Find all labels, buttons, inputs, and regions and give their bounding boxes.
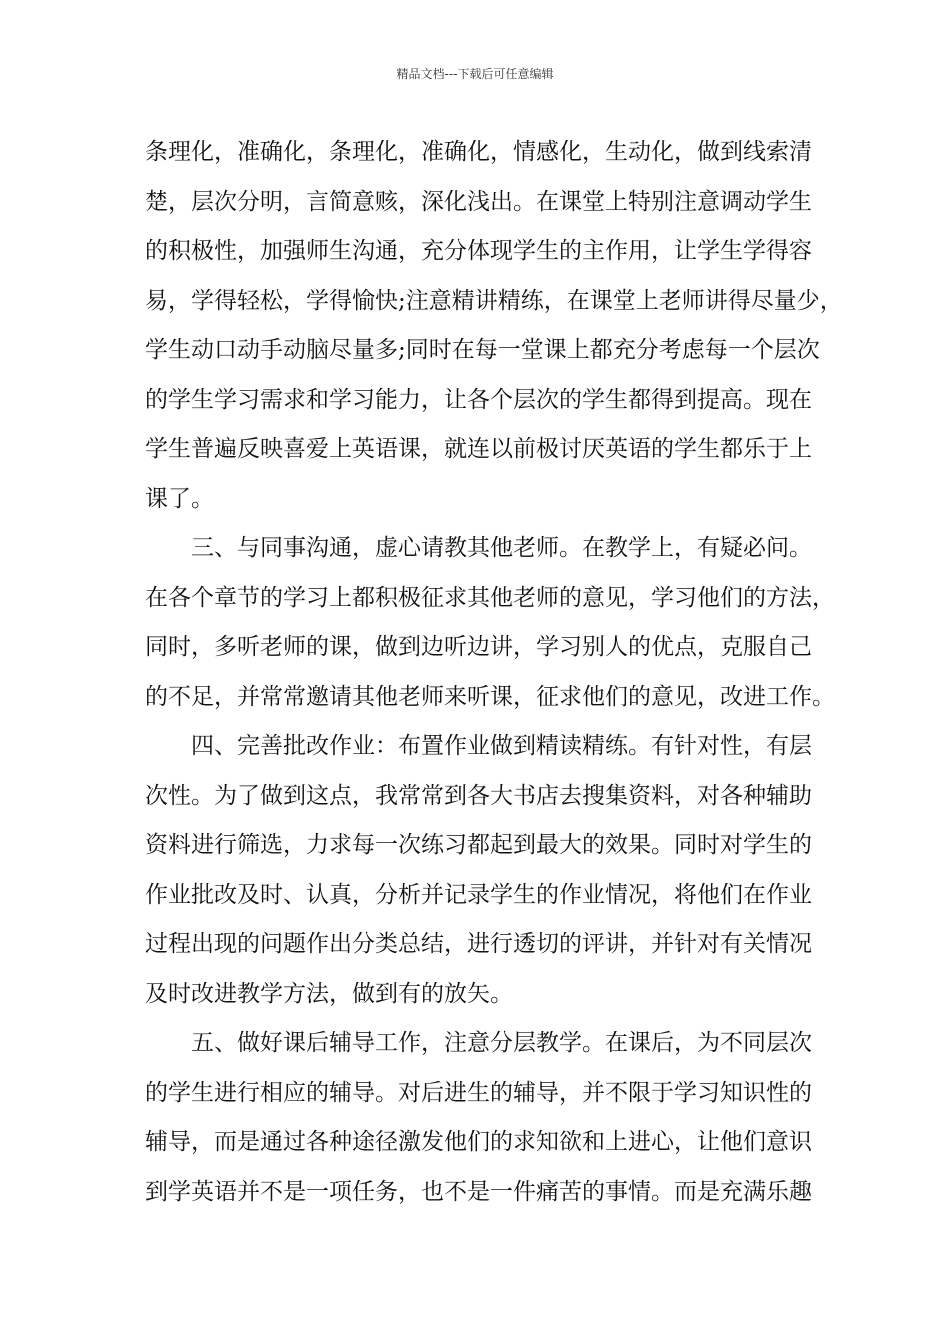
- text-line: 的不足，并常常邀请其他老师来听课，征求他们的意见，改进工作。: [145, 683, 835, 710]
- text-line: 的积极性，加强师生沟通，充分体现学生的主作用，让学生学得容: [145, 238, 812, 264]
- text-line: 资料进行筛选，力求每一次练习都起到最大的效果。同时对学生的: [145, 832, 812, 858]
- paragraph-four-start: 四、完善批改作业：布置作业做到精读精练。有针对性，有层: [145, 733, 812, 759]
- text-line: 过程出现的问题作出分类总结，进行透切的评讲，并针对有关情况: [145, 931, 812, 957]
- page-header: 精品文档---下载后可任意编辑: [396, 67, 554, 81]
- text-line: 在各个章节的学习上都积极征求其他老师的意见，学习他们的方法，: [145, 584, 835, 611]
- text-line: 同时，多听老师的课，做到边听边讲，学习别人的优点，克服自己: [145, 634, 812, 660]
- text-line: 易，学得轻松，学得愉快;注意精讲精练，在课堂上老师讲得尽量少，: [145, 287, 843, 314]
- text-line: 作业批改及时、认真，分析并记录学生的作业情况，将他们在作业: [145, 881, 812, 908]
- text-line: 辅导，而是通过各种途径激发他们的求知欲和上进心，让他们意识: [145, 1129, 812, 1155]
- text-line: 次性。为了做到这点，我常常到各大书店去搜集资料，对各种辅助: [145, 782, 812, 809]
- text-line: 课了。: [145, 485, 214, 512]
- text-line: 学生动口动手动脑尽量多;同时在每一堂课上都充分考虑每一个层次: [145, 337, 820, 363]
- text-line: 楚，层次分明，言简意赅，深化浅出。在课堂上特别注意调动学生: [145, 188, 812, 215]
- text-line: 及时改进教学方法，做到有的放矢。: [145, 980, 513, 1007]
- paragraph-three-start: 三、与同事沟通，虚心请教其他老师。在教学上，有疑必问。: [145, 535, 812, 561]
- text-line: 的学生进行相应的辅导。对后进生的辅导，并不限于学习知识性的: [145, 1079, 812, 1106]
- text-line: 的学生学习需求和学习能力，让各个层次的学生都得到提高。现在: [145, 386, 812, 413]
- document-body: [145, 128, 843, 1217]
- text-line: 到学英语并不是一项任务，也不是一件痛苦的事情。而是充满乐趣: [145, 1178, 812, 1205]
- text-line: 学生普遍反映喜爱上英语课，就连以前极讨厌英语的学生都乐于上: [145, 436, 812, 462]
- paragraph-five-start: 五、做好课后辅导工作，注意分层教学。在课后，为不同层次: [145, 1030, 812, 1056]
- text-line: 条理化，准确化，条理化，准确化，情感化，生动化，做到线索清: [145, 139, 812, 165]
